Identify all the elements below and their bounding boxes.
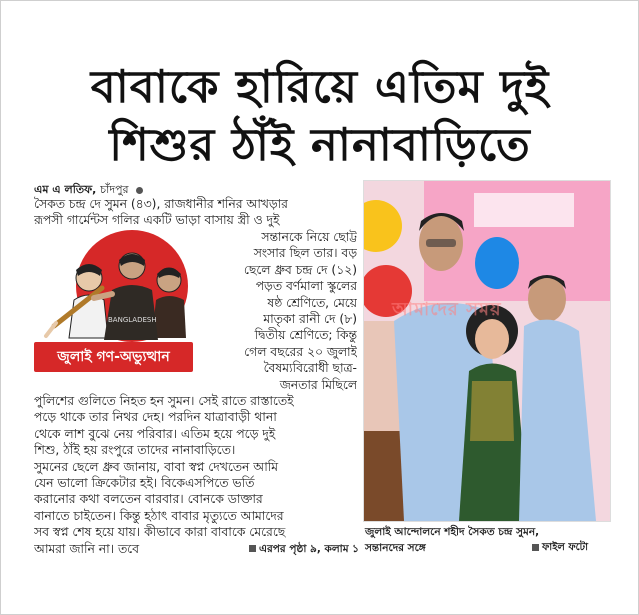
byline-author: এম এ লতিফ,	[34, 183, 97, 196]
logo-shirt-text: BANGLADESH	[108, 316, 157, 324]
body-line: থেকে লাশ বুঝে নেয় পরিবার। এতিম হয়ে পড়ে দুই	[34, 426, 276, 441]
body-line: বানাতে চাইতেন। কিন্তু হঠাৎ বাবার মৃত্যুতে আমাদের	[34, 508, 284, 523]
square-bullet-icon	[532, 544, 539, 551]
logo-banner: জুলাই গণ-অভ্যুত্থান	[34, 342, 193, 372]
body-line: দ্বিতীয় শ্রেণিতে; কিন্তু	[254, 328, 357, 343]
article-photo	[363, 180, 611, 522]
body-line: ষষ্ঠ শ্রেণিতে, মেয়ে	[267, 295, 357, 310]
continued-note	[249, 541, 359, 557]
body-line: মাতৃকা রানী দে (৮)	[263, 311, 357, 326]
body-line: পড়ত বর্ণমালা স্কুলের	[255, 279, 357, 294]
article-body-narrow	[212, 229, 357, 393]
photo-credit	[532, 540, 588, 557]
byline-location: চাঁদপুর	[100, 183, 129, 196]
photo-watermark: আমাদের সময়	[392, 299, 502, 320]
square-bullet-icon	[249, 545, 256, 552]
body-line: যেন ভালো ক্রিকেটার হই। বিকেএসপিতে ভর্তি	[34, 475, 255, 490]
caption-line-1: জুলাই আন্দোলনে শহীদ সৈকত চন্দ্র সুমন,	[365, 526, 540, 538]
article-body-top	[34, 196, 288, 229]
continued-text: এরপর পৃষ্ঠা ৯, কলাম ১	[259, 542, 359, 555]
credit-text: ফাইল ফটো	[542, 542, 589, 553]
body-line: সৈকত চন্দ্র দে সুমন (৪৩), রাজধানীর শনির আখড়ার	[34, 197, 288, 211]
caption-line-2: সন্তানদের সঙ্গে	[365, 542, 426, 554]
body-line: সব স্বপ্ন শেষ হয়ে যায়। কীভাবে কারা বাবাকে মেরেছে	[34, 525, 286, 540]
body-line: পুলিশের গুলিতে নিহত হন সুমন। সেই রাতে রাস্তাতেই	[34, 394, 294, 408]
body-line: পড়ে থাকে তার নিথর দেহ। পরদিন যাত্রাবাড়ী থানা	[34, 410, 277, 425]
body-line: সন্তানকে নিয়ে ছোট্ট	[261, 230, 357, 244]
body-line: গেল বছরের ২০ জুলাই	[244, 344, 357, 359]
article-body-wide	[34, 393, 359, 557]
body-line: আমরা জানি না। তবে	[34, 541, 139, 556]
body-line: সুমনের ছেলে ধ্রুব জানায়, বাবা স্বপ্ন দেখতেন আমি	[34, 459, 278, 474]
body-line: বৈষম্যবিরোধী ছাত্র-	[263, 361, 357, 376]
body-last-line	[34, 541, 359, 557]
body-line: সংসার ছিল তার। বড়	[253, 246, 357, 261]
body-line: রূপসী গার্মেন্টস গলির একটি ভাড়া বাসায় স্ত্রী ও দুই	[34, 213, 280, 228]
balloon-blue	[475, 237, 519, 289]
family-photo-illustration	[364, 181, 610, 521]
logo-figure-right	[152, 268, 186, 338]
bullet-icon	[136, 187, 143, 194]
headline-line-2: শিশুর ঠাঁই নানাবাড়িতে	[109, 118, 531, 171]
body-line: করানোর কথা বলতেন বারবার। বোনকে ডাক্তার	[34, 492, 263, 507]
body-line: জনতার মিছিলে	[279, 377, 357, 392]
body-line: শিশু, ঠাঁই হয় রংপুরে তাদের নানাবাড়িতে।	[34, 443, 236, 458]
headline-line-1: বাবাকে হারিয়ে এতিম দুই	[90, 60, 550, 113]
body-line: ছেলে ধ্রুব চন্দ্র দে (১২)	[243, 262, 357, 277]
